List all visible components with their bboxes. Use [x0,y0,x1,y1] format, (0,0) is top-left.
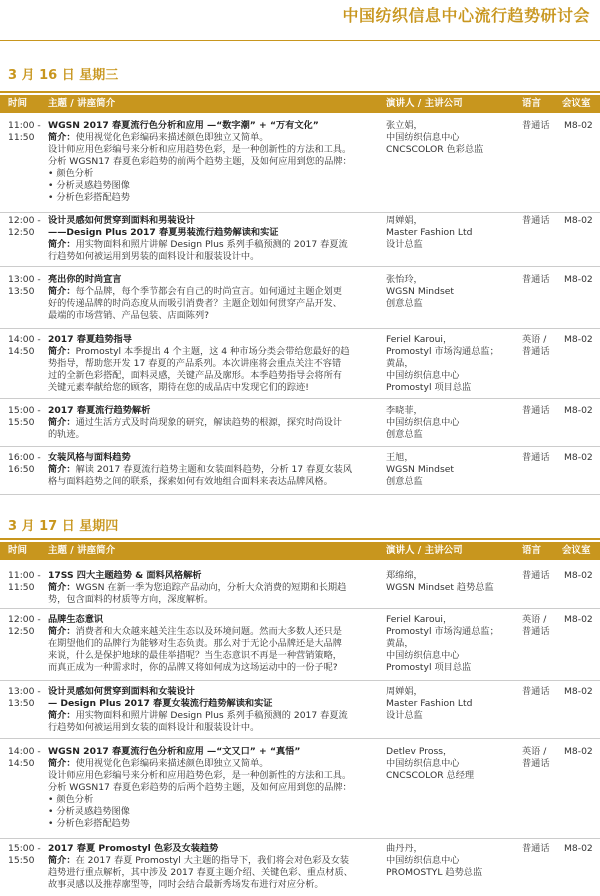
session-speaker [386,274,518,310]
speaker-line: 周婵娟， [386,215,423,226]
row-divider [0,838,600,839]
session-topic [48,686,384,734]
session-title: 设计灵感如何贯穿到面料和女装设计 [48,686,195,697]
session-language [522,215,556,227]
header-time: 时间 [8,545,28,556]
session-intro-text: 用实物面料和照片讲解 Design Plus 系列手稿预测的 2017 春夏流 [75,239,348,250]
session-time-line: 12:50 [8,227,35,238]
speaker-line: 中国纺织信息中心 [386,132,460,143]
row-divider [0,608,600,609]
session-time-line: 12:00 - [8,215,41,226]
session-room: M8-02 [564,274,593,285]
session-intro-text: 分析 WGSN17 春夏色彩趋势的后两个趋势主题，及如何应用到您的品牌： [48,782,352,793]
session-intro-text: 设计师应用色彩编号来分析和应用趋势色彩，是一种创新性的方法和工具。 [48,144,352,155]
day-divider-2 [0,538,600,540]
session-time-line: 13:50 [8,698,35,709]
speaker-line: CNCSCOLOR 色彩总监 [386,144,484,155]
language-line: 英语 / [522,334,547,345]
speaker-line: 张怡玲， [386,274,423,285]
language-line: 普通话 [522,452,550,463]
session-intro-text: 趋势进行重点解析，其中涉及 2017 春夏主题介绍、关键色彩、重点材质、 [48,867,353,878]
session-intro-line [48,626,384,638]
session-time-line: 11:50 [8,132,35,143]
session-intro-label: 简介： [48,758,76,769]
session-room: M8-02 [564,405,593,416]
session-time-line: 11:50 [8,582,35,593]
row-divider [0,446,600,447]
session-intro-line [48,298,384,310]
speaker-line: Master Fashion Ltd [386,698,473,709]
header-language: 语言 [522,98,542,109]
session-time-line: 15:00 - [8,405,41,416]
session-topic [48,120,384,204]
session-intro-line [48,855,384,867]
session-time-line: 11:00 - [8,120,41,131]
session-intro-label: 简介： [48,855,76,866]
header-topic: 主题 / 讲座简介 [48,545,116,556]
session-language [522,405,556,417]
session-intro-line [48,429,384,441]
speaker-line: Master Fashion Ltd [386,227,473,238]
session-time-line: 15:50 [8,417,35,428]
session-bullet: • 颜色分析 [48,168,384,180]
session-time-line: 16:00 - [8,452,41,463]
session-intro-line [48,132,384,144]
speaker-line: Feriel Karoui， [386,614,453,625]
session-intro-line [48,310,384,322]
speaker-line: PROMOSTYL 趋势总监 [386,867,483,878]
session-intro-line [48,758,384,770]
language-line: 普通话 [522,758,550,769]
session-language [522,843,556,855]
row-divider [0,266,600,267]
speaker-line: 设计总监 [386,239,423,250]
session-intro-label: 简介： [48,286,76,297]
speaker-line: 创意总监 [386,476,423,487]
speaker-line: 黄晶， [386,358,414,369]
session-room: M8-02 [564,334,593,345]
session-intro-label: 简介： [48,710,76,721]
session-speaker [386,334,518,394]
language-line: 普通话 [522,686,550,697]
session-intro-line [48,251,384,263]
session-intro-line [48,144,384,156]
session-time [8,746,46,770]
session-intro-text: 在 2017 春夏 Promostyl 大主题的指导下，我们将会对色彩及女装 [75,855,350,866]
session-intro-text: 行趋势如何被运用到男装的面料设计和服装设计中。 [48,251,260,262]
table-header-1 [0,95,600,113]
session-intro-text: 格与面料趋势之间的联系，探索如何有效地组合面料来表达品牌风格。 [48,476,333,487]
session-intro-line [48,782,384,794]
session-bullet: • 分析色彩搭配趋势 [48,192,384,204]
session-title: WGSN 2017 春夏流行色分析和应用 —“文又口” + “真悟” [48,746,301,757]
session-title: 2017 春夏流行趋势解析 [48,405,151,416]
speaker-line: Promostyl 市场沟通总监； [386,626,499,637]
session-intro-line [48,722,384,734]
session-room: M8-02 [564,452,593,463]
session-language [522,120,556,132]
session-speaker [386,686,518,722]
session-title: WGSN 2017 春夏流行色分析和应用 —“数字潮” + “万有文化” [48,120,319,131]
session-intro-text: 势指导，帮助您开发 17 春夏的产品系列。本次讲座将会重点关注不容错 [48,358,342,369]
session-title: 品牌生态意识 [48,614,104,625]
session-speaker [386,452,518,488]
speaker-line: 周婵娟， [386,686,423,697]
session-time [8,686,46,710]
session-speaker [386,843,518,879]
session-time-line: 14:00 - [8,334,41,345]
language-line: 普通话 [522,570,550,581]
session-time-line: 15:50 [8,855,35,866]
language-line: 普通话 [522,274,550,285]
speaker-line: 创意总监 [386,429,423,440]
session-intro-line [48,662,384,674]
session-time [8,334,46,358]
session-room: M8-02 [564,746,593,757]
language-line: 英语 / [522,614,547,625]
session-time-line: 15:00 - [8,843,41,854]
session-time-line: 12:50 [8,626,35,637]
session-intro-text: Promostyl 本季提出 4 个主题，这 4 种市场分类会带给您最好的趋 [75,346,350,357]
session-language [522,614,556,638]
session-bullet: • 分析色彩搭配趋势 [48,818,384,830]
session-intro-line [48,638,384,650]
session-intro-text: 在期望他们的品牌行为能够对生态负责。那么对于无论小品牌还是大品牌 [48,638,342,649]
session-intro-text: WGSN 在新一季为您追踪产品动向，分析大众消费的短期和长期趋 [75,582,347,593]
language-line: 普通话 [522,215,550,226]
session-intro-line [48,358,384,370]
session-language [522,452,556,464]
session-intro-text: 使用视觉化色彩编码来描述颜色即独立又简单。 [75,132,269,143]
session-time [8,843,46,867]
session-intro-text: 通过生活方式及时尚现象的研究，解读趋势的根源，探究时尚设计 [75,417,342,428]
speaker-line: Detlev Pross， [386,746,453,757]
session-topic [48,274,384,322]
session-topic [48,570,384,606]
session-intro-line [48,867,384,879]
session-intro-text: 消费者和大众越来越关注生态以及环境问题。然而大多数人还只是 [75,626,342,637]
session-intro-line [48,594,384,606]
session-time [8,614,46,638]
row-divider [0,398,600,399]
language-line: 普通话 [522,346,550,357]
session-intro-line [48,286,384,298]
session-intro-line [48,417,384,429]
session-room: M8-02 [564,215,593,226]
session-topic [48,215,384,263]
session-time-line: 13:00 - [8,686,41,697]
session-time [8,274,46,298]
language-line: 普通话 [522,120,550,131]
day-divider-1 [0,91,600,93]
session-time [8,452,46,476]
session-intro-line [48,346,384,358]
header-speaker: 演讲人 / 主讲公司 [386,98,463,109]
session-intro-text: 解读 2017 春夏流行趋势主题和女装面料趋势，分析 17 春夏女装风 [75,464,353,475]
speaker-line: 中国纺织信息中心 [386,650,460,661]
session-intro-text: 来说，什么是保护地球的最佳举措呢？当生态意识不再是一种营销策略， [48,650,342,661]
session-speaker [386,405,518,441]
speaker-line: 中国纺织信息中心 [386,758,460,769]
session-time [8,120,46,144]
speaker-line: 中国纺织信息中心 [386,855,460,866]
day-title-2: 3 月 17 日 星期四 [8,519,119,534]
session-speaker [386,120,518,156]
session-intro-text: 故事灵感以及推荐廓型等，同时会结合最新秀场发布进行对应分析。 [48,879,324,890]
session-intro-text: 使用视觉化色彩编码来描述颜色即独立又简单。 [75,758,269,769]
session-title: 女装风格与面料趋势 [48,452,131,463]
header-topic: 主题 / 讲座简介 [48,98,116,109]
session-speaker [386,215,518,251]
session-language [522,570,556,582]
session-intro-text: 关键元素奉献给您的顾客，期待在您的成品店中发现它们的踪迹! [48,382,309,393]
session-intro-line [48,156,384,168]
session-title: 2017 春夏趋势指导 [48,334,132,345]
speaker-line: 黄晶， [386,638,414,649]
session-intro-line [48,370,384,382]
session-intro-text: 过的全新色彩搭配，面料灵感，关键产品及廓形。本季趋势指导会将所有 [48,370,342,381]
session-language [522,334,556,358]
session-speaker [386,570,518,594]
session-intro-label: 简介： [48,464,76,475]
session-intro-text: 势，包含面料的材质等方向，深度解析。 [48,594,214,605]
session-room: M8-02 [564,120,593,131]
session-intro-text: 设计师应用色彩编号来分析和应用趋势色彩，是一种创新性的方法和工具。 [48,770,352,781]
session-intro-line [48,710,384,722]
session-language [522,746,556,770]
top-divider [0,40,600,41]
session-intro-line [48,879,384,891]
session-intro-text: 行趋势如何被运用到女装的面料设计和服装设计中。 [48,722,260,733]
speaker-line: WGSN Mindset 趋势总监 [386,582,494,593]
session-time-line: 13:50 [8,286,35,297]
row-divider [0,328,600,329]
speaker-line: 中国纺织信息中心 [386,370,460,381]
session-time-line: 12:00 - [8,614,41,625]
session-intro-line [48,464,384,476]
row-divider [0,494,600,495]
language-line: 普通话 [522,405,550,416]
session-bullet: • 颜色分析 [48,794,384,806]
session-intro-label: 简介： [48,132,76,143]
language-line: 普通话 [522,626,550,637]
language-line: 普通话 [522,843,550,854]
session-intro-label: 简介： [48,239,76,250]
session-title: 设计灵感如何贯穿到面料和男装设计 [48,215,195,226]
session-intro-label: 简介： [48,626,76,637]
speaker-line: WGSN Mindset [386,464,455,475]
session-intro-label: 简介： [48,582,76,593]
session-topic [48,334,384,394]
session-intro-text: 好的传递品牌的时尚态度从而吸引消费者？主题企划如何贯穿产品开发、 [48,298,342,309]
session-intro-label: 简介： [48,346,76,357]
row-divider [0,212,600,213]
session-intro-line [48,382,384,394]
speaker-line: Promostyl 项目总监 [386,382,472,393]
speaker-line: 曲丹丹， [386,843,423,854]
speaker-line: 李晓菲， [386,405,423,416]
session-time-line: 14:00 - [8,746,41,757]
session-topic [48,843,384,891]
session-time-line: 16:50 [8,464,35,475]
session-intro-text: 分析 WGSN17 春夏色彩趋势的前两个趋势主题，及如何应用到您的品牌： [48,156,352,167]
session-intro-text: 每个品牌，每个季节都会有自己的时尚宣言。如何通过主题企划更 [75,286,342,297]
session-topic [48,405,384,441]
session-intro-line [48,770,384,782]
speaker-line: 创意总监 [386,298,423,309]
session-title: 17SS 四大主题趋势 & 面料风格解析 [48,570,202,581]
session-language [522,274,556,286]
session-topic [48,614,384,674]
language-line: 英语 / [522,746,547,757]
session-title: 2017 春夏 Promostyl 色彩及女装趋势 [48,843,219,854]
header-time: 时间 [8,98,28,109]
page-title: 中国纺织信息中心流行趋势研讨会 [342,6,590,25]
session-room: M8-02 [564,843,593,854]
session-time [8,570,46,594]
session-title: 亮出你的时尚宣言 [48,274,122,285]
session-room: M8-02 [564,686,593,697]
speaker-line: 郑绵绵， [386,570,423,581]
row-divider [0,680,600,681]
session-time-line: 11:00 - [8,570,41,581]
header-room: 会议室 [562,545,591,556]
session-speaker [386,746,518,782]
session-time-line: 14:50 [8,346,35,357]
speaker-line: Feriel Karoui， [386,334,453,345]
session-intro-line [48,476,384,488]
table-header-2 [0,542,600,560]
session-time-line: 14:50 [8,758,35,769]
speaker-line: 王旭， [386,452,414,463]
session-speaker [386,614,518,674]
session-intro-line [48,239,384,251]
session-time [8,215,46,239]
session-time-line: 13:00 - [8,274,41,285]
speaker-line: 设计总监 [386,710,423,721]
session-intro-line [48,582,384,594]
session-subtitle: ——Design Plus 2017 春夏男装流行趋势解读和实证 [48,227,279,238]
speaker-line: Promostyl 项目总监 [386,662,472,673]
speaker-line: 中国纺织信息中心 [386,417,460,428]
speaker-line: Promostyl 市场沟通总监； [386,346,499,357]
session-time [8,405,46,429]
session-intro-text: 而真正成为一种需求时，你的品牌又将如何成为这场运动中的一份子呢? [48,662,338,673]
session-topic [48,452,384,488]
speaker-line: CNCSCOLOR 总经理 [386,770,475,781]
header-room: 会议室 [562,98,591,109]
session-language [522,686,556,698]
session-intro-line [48,650,384,662]
speaker-line: WGSN Mindset [386,286,455,297]
row-divider [0,738,600,739]
session-intro-text: 的轨迹。 [48,429,85,440]
session-room: M8-02 [564,570,593,581]
session-room: M8-02 [564,614,593,625]
session-topic [48,746,384,830]
speaker-line: 张立娟， [386,120,423,131]
session-intro-text: 最端的市场营销、产品包装、店面陈列? [48,310,210,321]
day-title-1: 3 月 16 日 星期三 [8,68,119,83]
session-subtitle: — Design Plus 2017 春夏女装流行趋势解读和实证 [48,698,273,709]
session-intro-text: 用实物面料和照片讲解 Design Plus 系列手稿预测的 2017 春夏流 [75,710,348,721]
session-intro-label: 简介： [48,417,76,428]
session-bullet: • 分析灵感趋势图像 [48,806,384,818]
header-language: 语言 [522,545,542,556]
header-speaker: 演讲人 / 主讲公司 [386,545,463,556]
session-bullet: • 分析灵感趋势图像 [48,180,384,192]
